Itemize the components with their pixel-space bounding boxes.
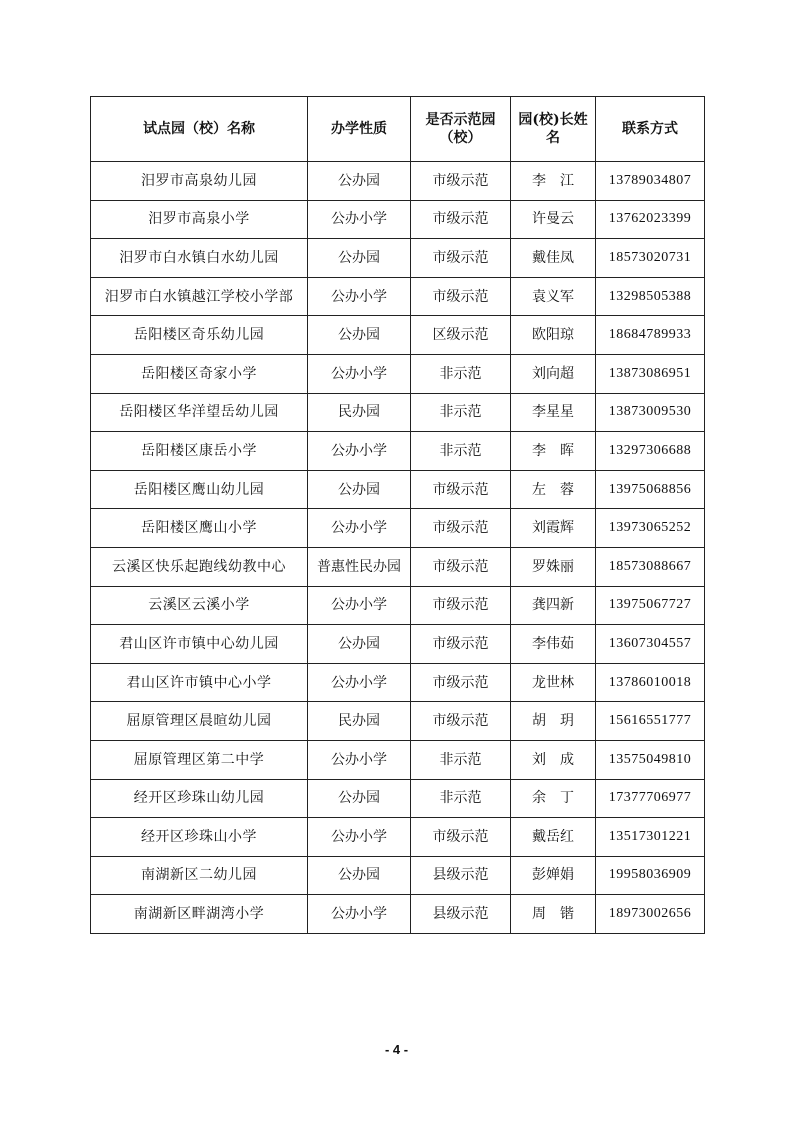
cell-contact: 19958036909 [596,856,705,895]
table-row [91,586,705,625]
cell-school-name: 岳阳楼区华洋望岳幼儿园 [91,393,308,432]
cell-demonstration: 县级示范 [411,856,511,895]
table-row [91,239,705,278]
table-header-row [91,97,705,162]
cell-demonstration: 市级示范 [411,162,511,201]
cell-contact: 13975067727 [596,586,705,625]
cell-school-name: 汨罗市白水镇白水幼儿园 [91,239,308,278]
cell-principal: 李 江 [511,162,596,201]
cell-school-name: 岳阳楼区康岳小学 [91,432,308,471]
cell-school-name: 岳阳楼区奇家小学 [91,354,308,393]
cell-principal: 李 晖 [511,432,596,471]
cell-school-type: 公办小学 [308,818,411,857]
table-row [91,702,705,741]
cell-demonstration: 市级示范 [411,470,511,509]
cell-principal: 彭婵娟 [511,856,596,895]
cell-school-name: 经开区珍珠山小学 [91,818,308,857]
cell-school-name: 云溪区快乐起跑线幼教中心 [91,547,308,586]
table-row [91,625,705,664]
cell-principal: 胡 玥 [511,702,596,741]
cell-demonstration: 市级示范 [411,663,511,702]
table-row [91,856,705,895]
cell-school-type: 民办园 [308,393,411,432]
cell-demonstration: 市级示范 [411,200,511,239]
table-row [91,354,705,393]
cell-principal: 许曼云 [511,200,596,239]
cell-school-name: 岳阳楼区鹰山小学 [91,509,308,548]
cell-contact: 13975068856 [596,470,705,509]
cell-school-type: 公办园 [308,470,411,509]
cell-contact: 18573088667 [596,547,705,586]
cell-school-type: 公办小学 [308,354,411,393]
table-row [91,509,705,548]
header-school-type: 办学性质 [308,97,411,162]
cell-principal: 刘向超 [511,354,596,393]
cell-contact: 17377706977 [596,779,705,818]
cell-school-type: 公办小学 [308,432,411,471]
cell-principal: 刘 成 [511,740,596,779]
cell-demonstration: 市级示范 [411,702,511,741]
cell-school-name: 君山区许市镇中心幼儿园 [91,625,308,664]
cell-contact: 13873086951 [596,354,705,393]
cell-school-name: 岳阳楼区奇乐幼儿园 [91,316,308,355]
cell-school-type: 公办园 [308,856,411,895]
cell-contact: 13973065252 [596,509,705,548]
cell-school-type: 公办园 [308,239,411,278]
cell-contact: 13298505388 [596,277,705,316]
cell-principal: 左 蓉 [511,470,596,509]
cell-school-name: 君山区许市镇中心小学 [91,663,308,702]
cell-contact: 15616551777 [596,702,705,741]
header-principal: 园(校)长姓名 [511,97,596,162]
cell-principal: 李星星 [511,393,596,432]
cell-demonstration: 非示范 [411,779,511,818]
cell-contact: 13607304557 [596,625,705,664]
cell-contact: 18973002656 [596,895,705,934]
page-number: - 4 - [384,1042,409,1057]
table-row [91,200,705,239]
table-row [91,663,705,702]
cell-principal: 龙世林 [511,663,596,702]
cell-principal: 龚四新 [511,586,596,625]
cell-school-name: 屈原管理区第二中学 [91,740,308,779]
cell-demonstration: 非示范 [411,354,511,393]
table-row [91,818,705,857]
cell-demonstration: 市级示范 [411,547,511,586]
table-row [91,316,705,355]
cell-demonstration: 非示范 [411,740,511,779]
cell-demonstration: 市级示范 [411,239,511,278]
cell-contact: 18684789933 [596,316,705,355]
cell-contact: 13517301221 [596,818,705,857]
cell-school-name: 屈原管理区晨暄幼儿园 [91,702,308,741]
cell-demonstration: 市级示范 [411,277,511,316]
cell-demonstration: 区级示范 [411,316,511,355]
cell-contact: 13786010018 [596,663,705,702]
cell-demonstration: 市级示范 [411,586,511,625]
cell-school-name: 经开区珍珠山幼儿园 [91,779,308,818]
cell-contact: 13873009530 [596,393,705,432]
cell-school-name: 岳阳楼区鹰山幼儿园 [91,470,308,509]
table-row [91,393,705,432]
table-row [91,547,705,586]
cell-school-type: 公办小学 [308,895,411,934]
pilot-schools-table [90,96,705,934]
cell-school-type: 公办小学 [308,509,411,548]
cell-school-type: 公办小学 [308,586,411,625]
cell-school-type: 公办园 [308,625,411,664]
header-demonstration: 是否示范园（校） [411,97,511,162]
cell-principal: 周 锴 [511,895,596,934]
table-row [91,779,705,818]
cell-principal: 罗姝丽 [511,547,596,586]
cell-school-type: 公办园 [308,316,411,355]
cell-principal: 欧阳琼 [511,316,596,355]
cell-school-name: 云溪区云溪小学 [91,586,308,625]
table-row [91,432,705,471]
table-row [91,895,705,934]
cell-school-name: 汨罗市白水镇越江学校小学部 [91,277,308,316]
cell-demonstration: 市级示范 [411,625,511,664]
cell-principal: 李伟茹 [511,625,596,664]
cell-school-type: 民办园 [308,702,411,741]
cell-school-type: 公办小学 [308,740,411,779]
table-row [91,470,705,509]
cell-school-type: 公办小学 [308,277,411,316]
cell-contact: 13762023399 [596,200,705,239]
cell-demonstration: 非示范 [411,432,511,471]
cell-principal: 戴岳红 [511,818,596,857]
table-row [91,162,705,201]
cell-school-type: 公办小学 [308,663,411,702]
header-contact: 联系方式 [596,97,705,162]
cell-contact: 13297306688 [596,432,705,471]
cell-demonstration: 县级示范 [411,895,511,934]
header-school-name: 试点园（校）名称 [91,97,308,162]
cell-demonstration: 市级示范 [411,818,511,857]
table-row [91,277,705,316]
cell-school-type: 公办园 [308,162,411,201]
cell-school-type: 公办园 [308,779,411,818]
cell-principal: 刘霞辉 [511,509,596,548]
cell-demonstration: 非示范 [411,393,511,432]
cell-contact: 13789034807 [596,162,705,201]
cell-school-type: 公办小学 [308,200,411,239]
cell-contact: 18573020731 [596,239,705,278]
cell-contact: 13575049810 [596,740,705,779]
cell-school-type: 普惠性民办园 [308,547,411,586]
cell-principal: 余 丁 [511,779,596,818]
cell-school-name: 汨罗市高泉幼儿园 [91,162,308,201]
table-row [91,740,705,779]
cell-principal: 袁义军 [511,277,596,316]
cell-principal: 戴佳凤 [511,239,596,278]
cell-school-name: 南湖新区畔湖湾小学 [91,895,308,934]
cell-demonstration: 市级示范 [411,509,511,548]
cell-school-name: 南湖新区二幼儿园 [91,856,308,895]
cell-school-name: 汨罗市高泉小学 [91,200,308,239]
